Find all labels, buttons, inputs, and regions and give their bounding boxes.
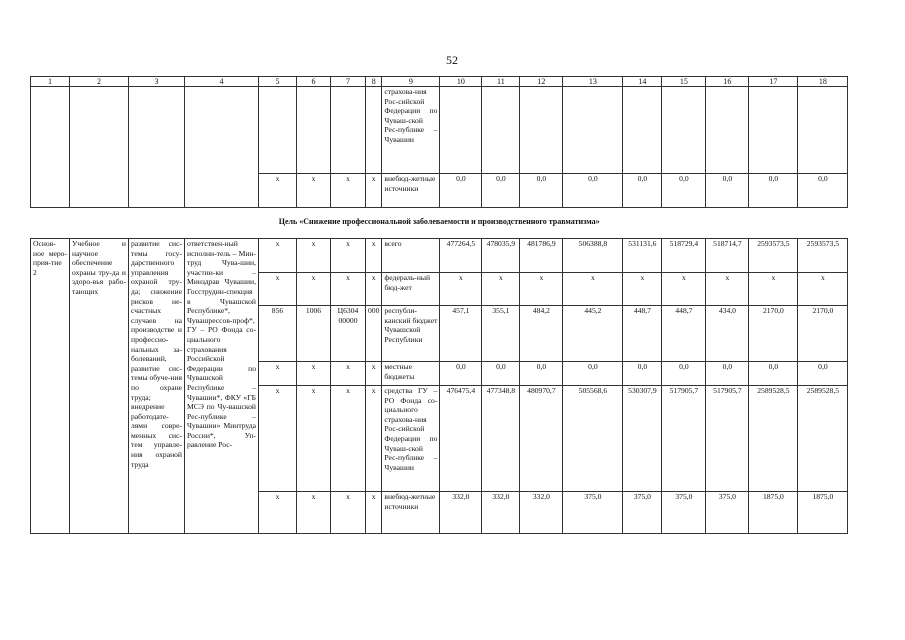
table-row (31, 239, 848, 273)
column-number: 12 (520, 77, 563, 87)
funding-source: внебюд-жетные источники (382, 492, 440, 534)
value-cell: 375,0 (623, 492, 662, 534)
cell-c7: x (331, 239, 366, 273)
empty-cell (297, 87, 331, 174)
column-number: 7 (331, 77, 366, 87)
value-cell: 506388,8 (563, 239, 623, 273)
cell-c7: x (331, 273, 366, 306)
value-cell: 457,1 (440, 306, 482, 362)
value-cell: 375,0 (662, 492, 706, 534)
column-number: 3 (129, 77, 185, 87)
value-cell: x (749, 273, 798, 306)
cell-c6: x (297, 239, 331, 273)
value-cell: 481786,9 (520, 239, 563, 273)
column-number: 15 (662, 77, 706, 87)
value-cell: 332,0 (440, 492, 482, 534)
column-number: 1 (31, 77, 70, 87)
value-cell: x (798, 273, 848, 306)
cell-c5: x (259, 386, 297, 492)
empty-cell (185, 87, 259, 208)
value-cell: 505568,6 (563, 386, 623, 492)
column-number: 17 (749, 77, 798, 87)
value-cell: x (623, 273, 662, 306)
value-cell: 0,0 (798, 362, 848, 386)
value-cell: 478035,9 (482, 239, 520, 273)
cell-c6: x (297, 273, 331, 306)
cell-c7: x (331, 492, 366, 534)
value-cell: 477264,5 (440, 239, 482, 273)
value-cell: 0,0 (749, 362, 798, 386)
column-number: 11 (482, 77, 520, 87)
value-cell: 2170,0 (749, 306, 798, 362)
value-cell: 518729,4 (662, 239, 706, 273)
value-cell: 0,0 (482, 362, 520, 386)
value-cell: 517905,7 (662, 386, 706, 492)
value-cell: 530307,9 (623, 386, 662, 492)
column-number: 14 (623, 77, 662, 87)
cell-c7: Ц6304 00000 (331, 306, 366, 362)
cell-c5: x (259, 239, 297, 273)
value-cell: 445,2 (563, 306, 623, 362)
column-number: 4 (185, 77, 259, 87)
activity-executors: ответствен-ный исполни-тель – Мин-труд Чува-шии, участни-ки – Минздрав Чувашии, Госструдин-спекция в Чувашской Республике*, Чувашрессов-проф*, ГУ – РО Фонда со-циального страхования Российской Федерации по Чувашской Республике – Чувашии*, ФКУ «ГБ МСЭ по Чу-вашской Рес-публике – Чувашии» Минтруда России*, Уп-равление Рос- (185, 239, 259, 534)
cell-c8: x (366, 174, 382, 208)
value-cell: 477348,8 (482, 386, 520, 492)
activity-name: Учебное и научное обеспечение охраны тру-да и здоро-вья рабо-тающих (70, 239, 129, 534)
value-cell: 517905,7 (706, 386, 749, 492)
value-cell: 2593573,5 (749, 239, 798, 273)
value-cell: 476475,4 (440, 386, 482, 492)
value-cell: x (520, 273, 563, 306)
value-cell: 375,0 (706, 492, 749, 534)
value-cell: 434,0 (706, 306, 749, 362)
cell-c5: x (259, 273, 297, 306)
cell-c6: x (297, 386, 331, 492)
cell-c8: x (366, 239, 382, 273)
cell-c6: x (297, 492, 331, 534)
value-cell: 480970,7 (520, 386, 563, 492)
column-number: 13 (563, 77, 623, 87)
empty-cell (31, 87, 70, 208)
goal-title: Цель «Снижение профессиональной заболеваемости и производственного травматизма» (31, 208, 848, 239)
value-cell: 0,0 (623, 362, 662, 386)
goal-row (31, 208, 848, 239)
column-number: 16 (706, 77, 749, 87)
value-cell: 0,0 (520, 174, 563, 208)
value-cell: 531131,6 (623, 239, 662, 273)
empty-cell (70, 87, 129, 208)
value-cell: 448,7 (662, 306, 706, 362)
value-cell: 518714,7 (706, 239, 749, 273)
funding-source: федераль-ный бюд-жет (382, 273, 440, 306)
empty-cell (129, 87, 185, 208)
column-number: 5 (259, 77, 297, 87)
column-number: 6 (297, 77, 331, 87)
value-cell: 0,0 (520, 362, 563, 386)
value-cell: 332,0 (482, 492, 520, 534)
cell-c5: x (259, 492, 297, 534)
value-cell: 0,0 (662, 362, 706, 386)
value-cell: 448,7 (623, 306, 662, 362)
column-number: 9 (382, 77, 440, 87)
funding-source: внебюд-жетные источники (382, 174, 440, 208)
value-cell: 1875,0 (749, 492, 798, 534)
value-cell: 2589528,5 (798, 386, 848, 492)
value-cell: 0,0 (563, 174, 623, 208)
funding-source: всего (382, 239, 440, 273)
column-number: 18 (798, 77, 848, 87)
value-cell: 0,0 (706, 362, 749, 386)
table-row (31, 87, 848, 174)
value-cell: 375,0 (563, 492, 623, 534)
value-cell: 0,0 (706, 174, 749, 208)
cell-c7: x (331, 362, 366, 386)
value-cell: x (706, 273, 749, 306)
value-cell: x (482, 273, 520, 306)
budget-table (30, 76, 848, 534)
value-cell: 0,0 (482, 174, 520, 208)
column-number: 2 (70, 77, 129, 87)
empty-cell (366, 87, 382, 174)
value-cell: 2593573,5 (798, 239, 848, 273)
cell-c5: 856 (259, 306, 297, 362)
value-cell: x (440, 273, 482, 306)
funding-source: страхова-ния Рос-сийской Федерации по Чуваш-ской Рес-публике – Чувашии (382, 87, 440, 174)
value-cell: x (662, 273, 706, 306)
value-cell: 355,1 (482, 306, 520, 362)
value-cell: 0,0 (440, 362, 482, 386)
cell-c8: x (366, 273, 382, 306)
cell-c8: x (366, 362, 382, 386)
funding-source: республи-канский бюджет Чувашской Республики (382, 306, 440, 362)
value-cell: 0,0 (662, 174, 706, 208)
cell-c7: x (331, 386, 366, 492)
column-number: 10 (440, 77, 482, 87)
empty-cell (331, 87, 366, 174)
value-cell: 0,0 (798, 174, 848, 208)
value-cell: 0,0 (749, 174, 798, 208)
value-cell: 484,2 (520, 306, 563, 362)
value-cell: 2589528,5 (749, 386, 798, 492)
cell-c6: x (297, 174, 331, 208)
cell-c8: x (366, 492, 382, 534)
column-number-row (31, 77, 848, 87)
value-cell: 1875,0 (798, 492, 848, 534)
funding-source: средства ГУ – РО Фонда со-циального страхова-ния Рос-сийской Федерации по Чуваш-ской Рес-публике – Чувашии (382, 386, 440, 492)
value-cell: 332,0 (520, 492, 563, 534)
cell-c6: 1006 (297, 306, 331, 362)
value-cell: 2170,0 (798, 306, 848, 362)
funding-source: местные бюджеты (382, 362, 440, 386)
cell-c7: x (331, 174, 366, 208)
cell-c5: x (259, 362, 297, 386)
value-cell: 0,0 (440, 174, 482, 208)
cell-c5: x (259, 174, 297, 208)
page-number: 52 (446, 53, 458, 67)
activity-label: Основ-ное меро-прия-тие 2 (31, 239, 70, 534)
cell-c6: x (297, 362, 331, 386)
value-cell: 0,0 (623, 174, 662, 208)
activity-tasks: развитие сис-темы госу-дарственного управления охраной тру-да; снижение рисков не-счастных случаев на производстве и профессио-нальных за-болеваний, развитие сис-темы обуче-ния по охране труда; внедрение работодате-лями совре-менных сис-тем управле-ния охраной труда (129, 239, 185, 534)
cell-c8: x (366, 386, 382, 492)
value-cell: 0,0 (563, 362, 623, 386)
column-number: 8 (366, 77, 382, 87)
value-cell: x (563, 273, 623, 306)
empty-cell (259, 87, 297, 174)
cell-c8: 000 (366, 306, 382, 362)
